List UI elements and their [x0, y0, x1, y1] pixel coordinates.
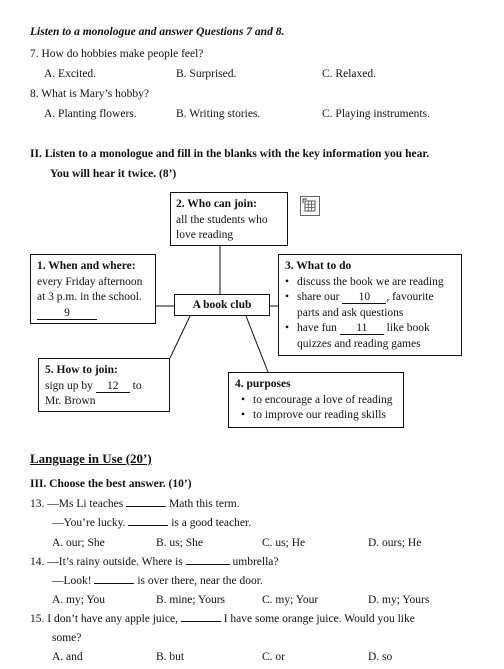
q14-option-a: A. my; You: [52, 594, 106, 606]
q14-line-2-pre: —Look!: [52, 575, 92, 587]
q14-line-2-post: is over there, near the door.: [137, 575, 263, 587]
q13-line-2-pre: —You’re lucky.: [52, 517, 126, 529]
what-bullet-2-pre: share our: [297, 291, 340, 303]
purposes-bullet-2: to improve our reading skills: [253, 409, 386, 421]
q14-option-c: C. my; Your: [262, 594, 319, 606]
question-14-line-1: [30, 556, 279, 568]
language-in-use-heading: Language in Use (20’): [30, 451, 152, 466]
section-2-heading: II. Listen to a monologue and fill in the blanks with the key information you hear.: [30, 148, 430, 160]
section-3-heading: III. Choose the best answer. (10’): [30, 478, 192, 490]
question-8-option-a: A. Planting flowers.: [44, 108, 137, 120]
who-line-2: love reading: [176, 229, 234, 241]
mindmap-purposes-box: 4. purposes • to encourage a love of reading • to improve our reading skills: [228, 372, 404, 428]
question-15-line-2: some?: [52, 632, 82, 644]
q13-option-c: C. us; He: [262, 537, 306, 549]
what-bullet-1: discuss the book we are reading: [297, 275, 444, 288]
mindmap-how-box: [38, 358, 170, 412]
q15-option-b: B. but: [156, 651, 185, 663]
q15-blank[interactable]: [181, 621, 221, 622]
when-line-1: every Friday afternoon: [37, 275, 143, 288]
q13-option-b: B. us; She: [156, 537, 203, 549]
question-7-stem: 7. How do hobbies make people feel?: [30, 48, 204, 60]
question-13-line-2: [52, 517, 251, 529]
q15-line-1-post: I have some orange juice. Would you like: [223, 613, 415, 625]
how-post: to: [132, 379, 142, 392]
what-title: 3. What to do: [285, 260, 352, 272]
question-14-line-2: [52, 575, 263, 587]
question-7-option-a: A. Excited.: [44, 68, 97, 80]
q13-option-d: D. ours; He: [368, 537, 422, 549]
mindmap-when-box: [30, 254, 156, 324]
question-7-option-b: B. Surprised.: [176, 68, 237, 80]
how-line-2: Mr. Brown: [45, 395, 96, 407]
q13-blank-2[interactable]: [128, 525, 168, 526]
question-7-option-c: C. Relaxed.: [322, 68, 376, 80]
q13-line-1-post: Math this term.: [169, 498, 240, 510]
what-bullet-3-pre: have fun: [297, 322, 337, 334]
q13-line-2-post: is a good teacher.: [171, 517, 252, 529]
q15-option-c: C. or: [262, 651, 285, 663]
q13-blank-1[interactable]: [126, 506, 166, 507]
what-bullet-2-post: , favourite: [386, 291, 434, 303]
how-pre: sign up by: [45, 379, 93, 392]
q14-option-b: B. mine; Yours: [156, 594, 226, 606]
when-line-2-period: .: [138, 291, 142, 303]
mindmap-center-box: A book club: [174, 294, 270, 316]
mindmap-what-box: 3. What to do • discuss the book we are reading • share our 10 , favourite parts and ask questions • have fun 11 like book quizzes and reading games: [278, 254, 462, 356]
purposes-bullet-1: to encourage a love of reading: [253, 393, 393, 406]
q14-line-1-pre: 14. —It’s rainy outside. Where is: [30, 556, 183, 568]
how-title: 5. How to join:: [45, 364, 118, 376]
question-8-option-c: C. Playing instruments.: [322, 108, 430, 120]
question-13-line-1: [30, 498, 240, 510]
q15-line-1-pre: 15. I don’t have any apple juice,: [30, 613, 178, 625]
blank-9[interactable]: 9: [37, 307, 97, 320]
q14-line-1-post: umbrella?: [232, 556, 279, 568]
when-line-2: at 3 p.m. in the school: [37, 291, 139, 303]
q13-line-1-pre: 13. —Ms Li teaches: [30, 498, 124, 510]
blank-10[interactable]: 10: [342, 291, 386, 304]
who-line-1: all the students who: [176, 213, 268, 226]
when-title: 1. When and where:: [37, 260, 136, 272]
question-8-stem: 8. What is Mary’s hobby?: [30, 88, 149, 100]
q15-option-a: A. and: [52, 651, 83, 663]
section-2-subheading: You will hear it twice. (8’): [50, 168, 177, 180]
what-bullet-2-cont: parts and ask questions: [297, 306, 404, 319]
question-8-option-b: B. Writing stories.: [176, 108, 261, 120]
purposes-title: 4. purposes: [235, 378, 291, 390]
blank-11[interactable]: 11: [340, 322, 384, 335]
q14-blank-1[interactable]: [186, 564, 230, 565]
question-15-line-1: [30, 613, 415, 625]
blank-12[interactable]: 12: [96, 380, 130, 393]
table-select-icon[interactable]: [300, 196, 320, 216]
q14-option-d: D. my; Yours: [368, 594, 430, 606]
who-title: 2. Who can join:: [176, 198, 257, 210]
q15-option-d: D. so: [368, 651, 393, 663]
q13-option-a: A. our; She: [52, 537, 105, 549]
what-bullet-3-cont: quizzes and reading games: [297, 337, 421, 350]
listen-instruction: Listen to a monologue and answer Questions 7 and 8.: [30, 26, 285, 38]
mindmap-who-box: [170, 192, 288, 246]
q14-blank-2[interactable]: [94, 583, 134, 584]
what-bullet-3-post: like book: [386, 322, 430, 334]
